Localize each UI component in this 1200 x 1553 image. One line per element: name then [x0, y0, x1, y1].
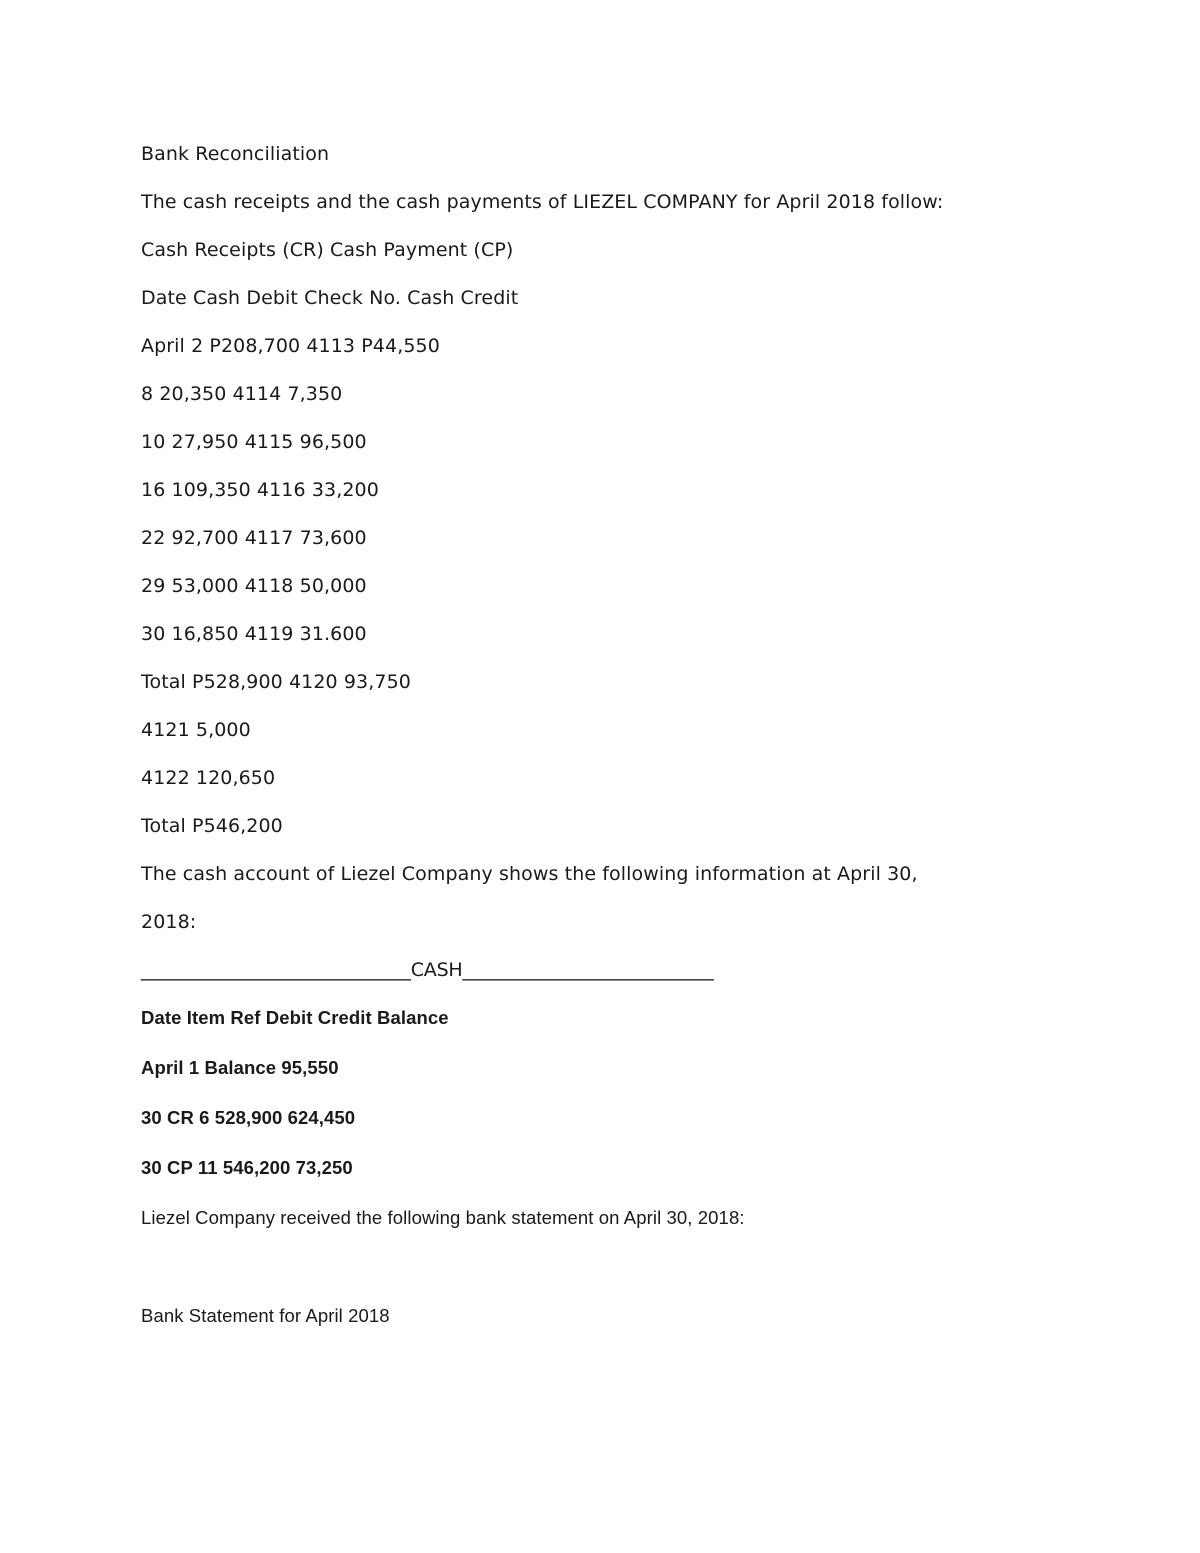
intro-paragraph: The cash receipts and the cash payments of LIEZEL COMPANY for April 2018 follow:	[141, 191, 944, 213]
journal-row: 16 109,350 4116 33,200	[141, 479, 379, 501]
cash-ledger-rule: _____________________________CASH___________________________	[141, 959, 714, 981]
blank-spacer	[141, 1254, 1061, 1302]
bank-statement-intro: Liezel Company received the following bank statement on April 30, 2018:	[141, 1207, 745, 1228]
journal-row: 8 20,350 4114 7,350	[141, 383, 343, 405]
journal-row: 10 27,950 4115 96,500	[141, 431, 367, 453]
journal-row: 22 92,700 4117 73,600	[141, 527, 367, 549]
journal-row: 30 16,850 4119 31.600	[141, 623, 367, 645]
cash-account-intro: The cash account of Liezel Company shows the following information at April 30,	[141, 863, 918, 885]
journal-row: Total P546,200	[141, 815, 283, 837]
ledger-columns: Date Item Ref Debit Credit Balance	[141, 1007, 449, 1028]
ledger-row: 30 CR 6 528,900 624,450	[141, 1107, 356, 1128]
journal-row: April 2 P208,700 4113 P44,550	[141, 335, 440, 357]
journal-heading: Cash Receipts (CR) Cash Payment (CP)	[141, 239, 514, 261]
journal-row: Total P528,900 4120 93,750	[141, 671, 411, 693]
ledger-row: April 1 Balance 95,550	[141, 1057, 339, 1078]
document-title: Bank Reconciliation	[141, 143, 330, 165]
journal-row: 4121 5,000	[141, 719, 251, 741]
cash-account-intro-continued: 2018:	[141, 911, 197, 933]
ledger-row: 30 CP 11 546,200 73,250	[141, 1157, 353, 1178]
bank-statement-title: Bank Statement for April 2018	[141, 1305, 390, 1326]
journal-columns: Date Cash Debit Check No. Cash Credit	[141, 287, 519, 309]
journal-row: 4122 120,650	[141, 767, 276, 789]
document-page	[141, 140, 1061, 1352]
journal-row: 29 53,000 4118 50,000	[141, 575, 367, 597]
